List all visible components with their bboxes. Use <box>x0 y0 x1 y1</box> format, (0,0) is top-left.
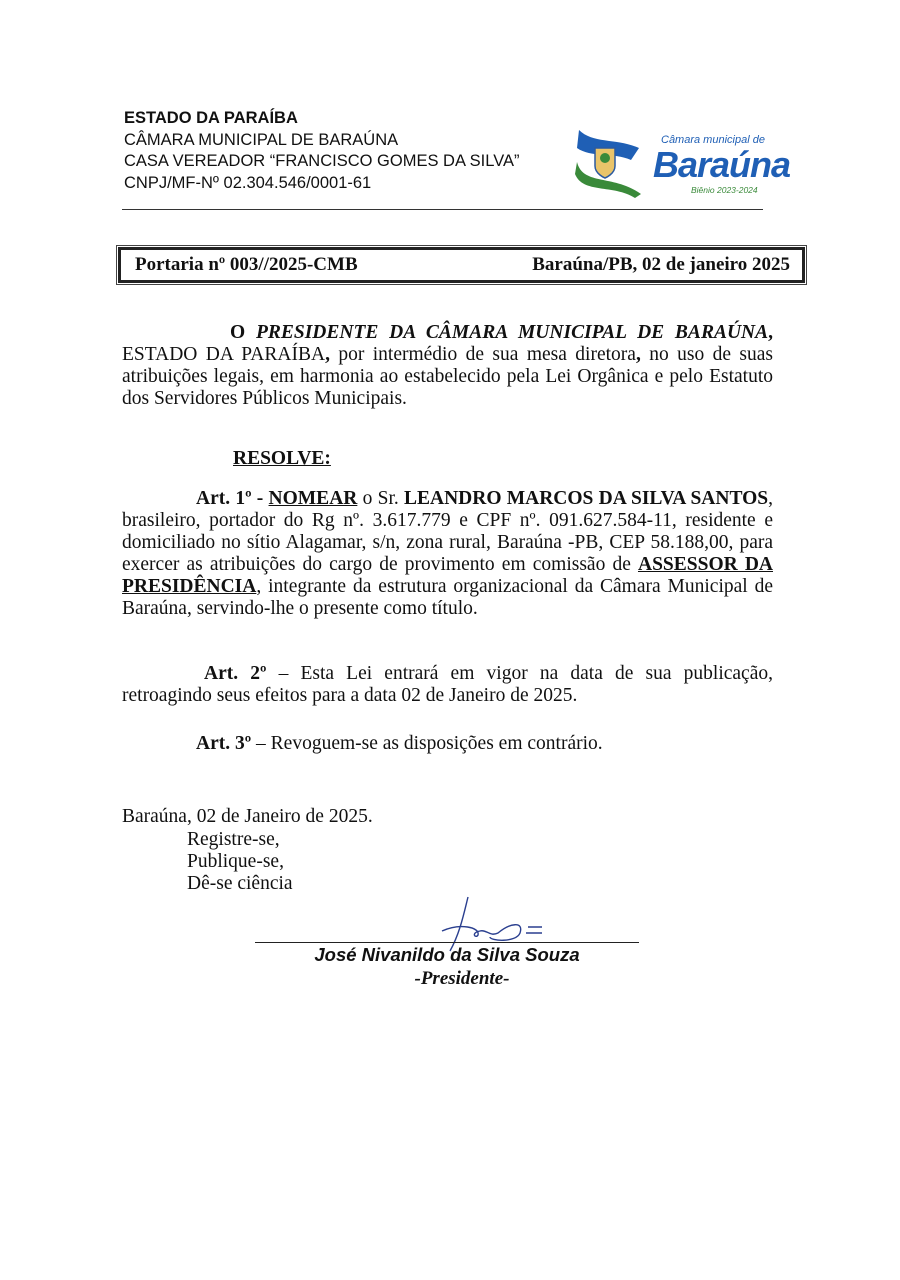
art2-label: Art. 2º <box>204 663 267 684</box>
signatory-role: -Presidente- <box>414 968 510 989</box>
resolve-heading: RESOLVE: <box>233 448 331 469</box>
art1-text1: o Sr. <box>357 488 404 509</box>
closing-line: Dê-se ciência <box>187 873 293 894</box>
preamble-comma2: , <box>635 344 641 365</box>
preamble-text1: ESTADO DA PARAÍBA <box>122 344 326 365</box>
signatory-name: José Nivanildo da Silva Souza <box>314 944 580 965</box>
art2-text: – Esta Lei entrará em vigor na data de sua publicação, retroagindo seus efeitos para a data 02 de Janeiro de 2025. <box>122 663 773 706</box>
art3-text: – Revoguem-se as disposições em contrário. <box>251 733 603 754</box>
emblem-swoosh-icon <box>573 128 645 198</box>
portaria-title-box <box>118 247 805 283</box>
art3-label: Art. 3º <box>196 733 252 754</box>
letterhead <box>124 108 519 194</box>
appointed-role: ASSESSOR DA PRESIDÊNCIA <box>122 554 773 597</box>
cnpj: CNPJ/MF-Nº 02.304.546/0001-61 <box>124 173 372 192</box>
logo-term: Biênio 2023-2024 <box>691 185 758 195</box>
portaria-place-date: Baraúna/PB, 02 de janeiro 2025 <box>532 254 790 275</box>
art1-verb: NOMEAR <box>268 488 358 509</box>
appointee-name: LEANDRO MARCOS DA SILVA SANTOS <box>403 488 769 509</box>
article-1 <box>122 488 773 620</box>
closing-date: Baraúna, 02 de Janeiro de 2025. <box>122 806 373 827</box>
article-2 <box>122 663 773 707</box>
chamber-name: CÂMARA MUNICIPAL DE BARAÚNA <box>124 130 399 149</box>
preamble-lead: O <box>230 322 256 343</box>
art1-text2: , brasileiro, portador do Rg nº. 3.617.779 e CPF nº. 091.627.584-11, residente e domiciliado no sítio Alagamar, s/n, zona rural, Baraúna -PB, CEP 58.188,00, para exercer as atribuições do cargo de provimento em comissão de <box>122 488 773 575</box>
closing-lines <box>187 829 293 895</box>
closing-line: Registre-se, <box>187 829 280 850</box>
portaria-number: Portaria nº 003//2025-CMB <box>135 254 358 275</box>
preamble-authority: PRESIDENTE DA CÂMARA MUNICIPAL DE BARAÚNA <box>255 322 769 343</box>
signature-line <box>255 942 639 943</box>
preamble <box>122 322 773 410</box>
house-name: CASA VEREADOR “FRANCISCO GOMES DA SILVA” <box>124 152 520 170</box>
logo-name: Baraúna <box>653 144 791 185</box>
art1-text3: , integrante da estrutura organizacional da Câmara Municipal de Baraúna, servindo-lhe o presente como título. <box>122 576 773 619</box>
preamble-comma: , <box>768 322 773 343</box>
preamble-comma1: , <box>325 344 330 365</box>
closing-line: Publique-se, <box>187 851 284 872</box>
preamble-text2: por intermédio de sua mesa diretora <box>329 344 636 365</box>
header-divider <box>122 209 763 210</box>
chamber-logo <box>573 134 813 198</box>
article-3 <box>122 733 773 755</box>
preamble-text3: no uso de suas atribuições legais, em harmonia ao estabelecido pela Lei Orgânica e pelo Estatuto dos Servidores Públicos Municipais. <box>122 344 774 409</box>
logo-line1: Câmara municipal de <box>661 134 765 146</box>
state-name: ESTADO DA PARAÍBA <box>124 109 298 127</box>
art1-label: Art. 1º - <box>196 488 269 509</box>
